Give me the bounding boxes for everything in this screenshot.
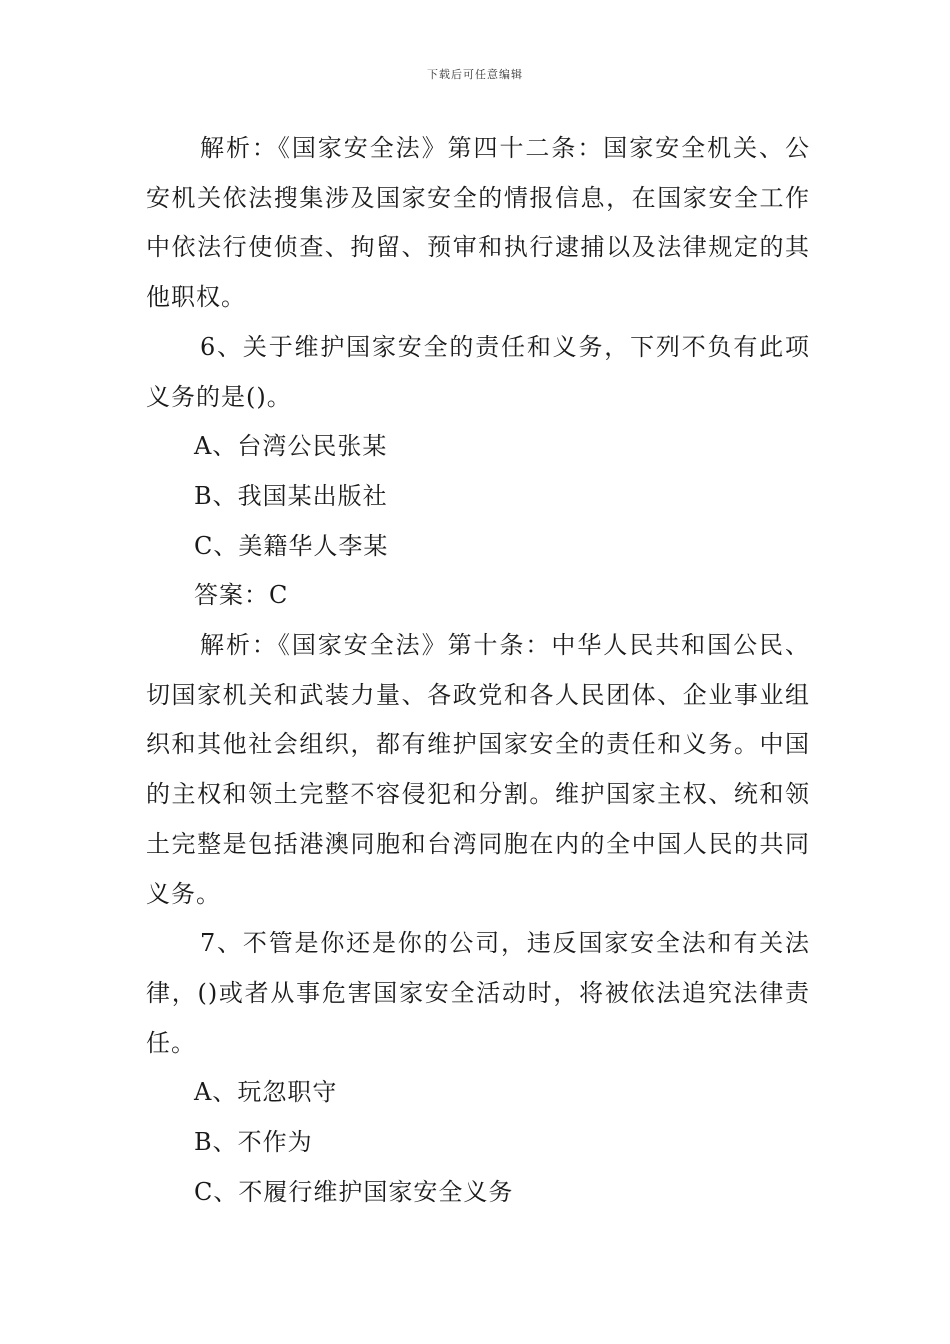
analysis-paragraph: 解析：《国家安全法》第十条：中华人民共和国公民、切国家机关和武装力量、各政党和各人民团体、企业事业组织和其他社会组织，都有维护国家安全的责任和义务。中国的主权和领土完整不容侵犯和分割。维护国家主权、统和领土完整是包括港澳同胞和台湾同胞在内的全中国人民的共同义务。 (146, 631, 810, 908)
page-header: 下载后可任意编辑 (427, 68, 523, 81)
question-6: 6、关于维护国家安全的责任和义务，下列不负有此项义务的是()。 (146, 332, 810, 411)
question-7: 7、不管是你还是你的公司，违反国家安全法和有关法律，()或者从事危害国家安全活动时，将被依法追究法律责任。 (146, 929, 810, 1057)
q7-option-c: C、不履行维护国家安全义务 (194, 1177, 514, 1206)
q6-option-b: B、我国某出版社 (194, 481, 388, 510)
q6-option-a: A、台湾公民张某 (194, 432, 388, 461)
q6-option-c: C、美籍华人李某 (194, 531, 389, 560)
document-body (146, 124, 810, 1217)
q7-option-b: B、不作为 (194, 1128, 313, 1157)
q6-answer: 答案：C (194, 581, 289, 610)
q7-option-a: A、玩忽职守 (194, 1078, 338, 1107)
analysis-paragraph: 解析：《国家安全法》第四十二条：国家安全机关、公安机关依法搜集涉及国家安全的情报信息，在国家安全工作中依法行使侦查、拘留、预审和执行逮捕以及法律规定的其他职权。 (146, 134, 810, 312)
